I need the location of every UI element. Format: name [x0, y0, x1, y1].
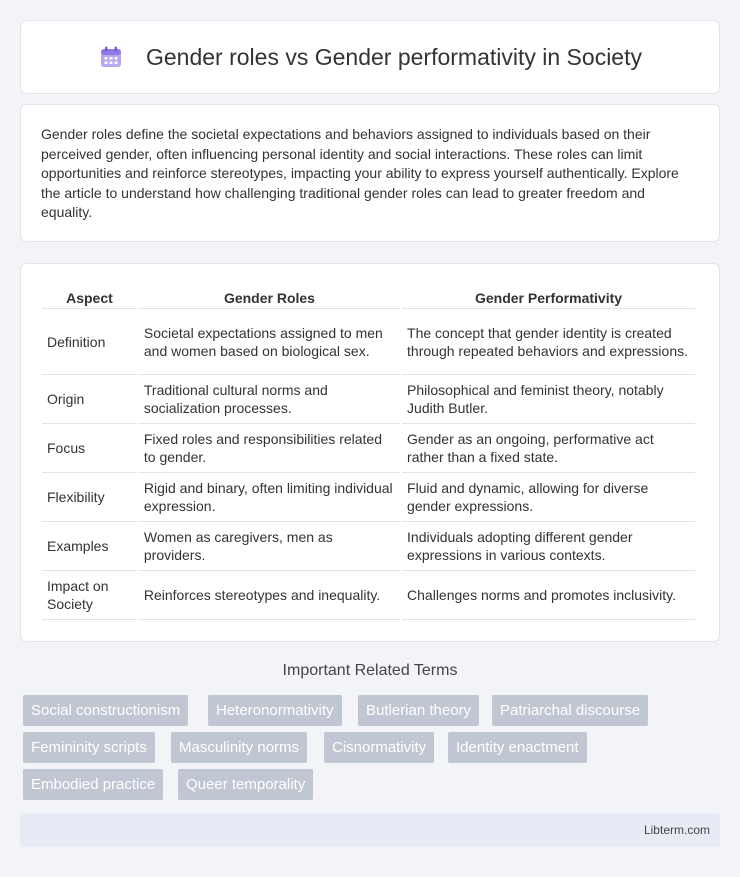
table-row — [42, 571, 695, 620]
comparison-table — [40, 283, 697, 620]
related-term-tag[interactable]: Femininity scripts — [23, 732, 155, 763]
table-row — [42, 309, 695, 375]
column-header-gender-performativity: Gender Performativity — [402, 283, 695, 309]
cell-gender-roles: Reinforces stereotypes and inequality. — [139, 571, 400, 620]
related-term-tag[interactable]: Cisnormativity — [324, 732, 434, 763]
column-header-gender-roles: Gender Roles — [139, 283, 400, 309]
footer — [20, 813, 720, 847]
comparison-card — [20, 263, 720, 642]
related-term-tag[interactable]: Masculinity norms — [171, 732, 307, 763]
cell-aspect: Flexibility — [42, 473, 137, 522]
intro-text: Gender roles define the societal expectations and behaviors assigned to individuals based on their perceived gender, often influencing personal identity and social interactions. These roles can limit opportunities and reinforce stereotypes, impacting your ability to express yourself authentically. Explore the article to understand how challenging traditional gender roles can lead to greater freedom and equality. — [41, 126, 679, 221]
cell-gender-roles: Women as caregivers, men as providers. — [139, 522, 400, 571]
cell-gender-performativity: Fluid and dynamic, allowing for diverse gender expressions. — [402, 473, 695, 522]
cell-aspect: Examples — [42, 522, 137, 571]
footer-brand-link[interactable]: Libterm.com — [643, 823, 710, 837]
table-header-row — [42, 283, 695, 309]
table-row — [42, 473, 695, 522]
table-row — [42, 522, 695, 571]
cell-gender-roles: Societal expectations assigned to men and women based on biological sex. — [139, 309, 400, 375]
page-title: Gender roles vs Gender performativity in Society — [146, 43, 642, 70]
related-terms-title: Important Related Terms — [282, 662, 458, 679]
cell-gender-performativity: Gender as an ongoing, performative act rather than a fixed state. — [402, 424, 695, 473]
cell-aspect: Origin — [42, 375, 137, 424]
cell-gender-roles: Traditional cultural norms and socialization processes. — [139, 375, 400, 424]
table-row — [42, 424, 695, 473]
cell-aspect: Focus — [42, 424, 137, 473]
related-term-tag[interactable]: Butlerian theory — [358, 695, 479, 726]
title-wrap — [98, 44, 642, 71]
cell-gender-performativity: The concept that gender identity is created through repeated behaviors and expressions. — [402, 309, 695, 375]
related-term-tag[interactable]: Social constructionism — [23, 695, 188, 726]
column-header-aspect: Aspect — [42, 283, 137, 309]
intro-card — [20, 104, 720, 242]
cell-gender-roles: Rigid and binary, often limiting individual expression. — [139, 473, 400, 522]
table-row — [42, 375, 695, 424]
cell-gender-performativity: Challenges norms and promotes inclusivity. — [402, 571, 695, 620]
related-term-tag[interactable]: Queer temporality — [178, 769, 313, 800]
related-term-tag[interactable]: Heteronormativity — [208, 695, 342, 726]
header-card — [20, 20, 720, 94]
related-term-tag[interactable]: Patriarchal discourse — [492, 695, 648, 726]
related-term-tag[interactable]: Embodied practice — [23, 769, 163, 800]
cell-aspect: Impact on Society — [42, 571, 137, 620]
cell-gender-roles: Fixed roles and responsibilities related to gender. — [139, 424, 400, 473]
cell-aspect: Definition — [42, 309, 137, 375]
related-term-tag[interactable]: Identity enactment — [448, 732, 587, 763]
cell-gender-performativity: Philosophical and feminist theory, notably Judith Butler. — [402, 375, 695, 424]
cell-gender-performativity: Individuals adopting different gender expressions in various contexts. — [402, 522, 695, 571]
calendar-icon — [98, 44, 124, 70]
